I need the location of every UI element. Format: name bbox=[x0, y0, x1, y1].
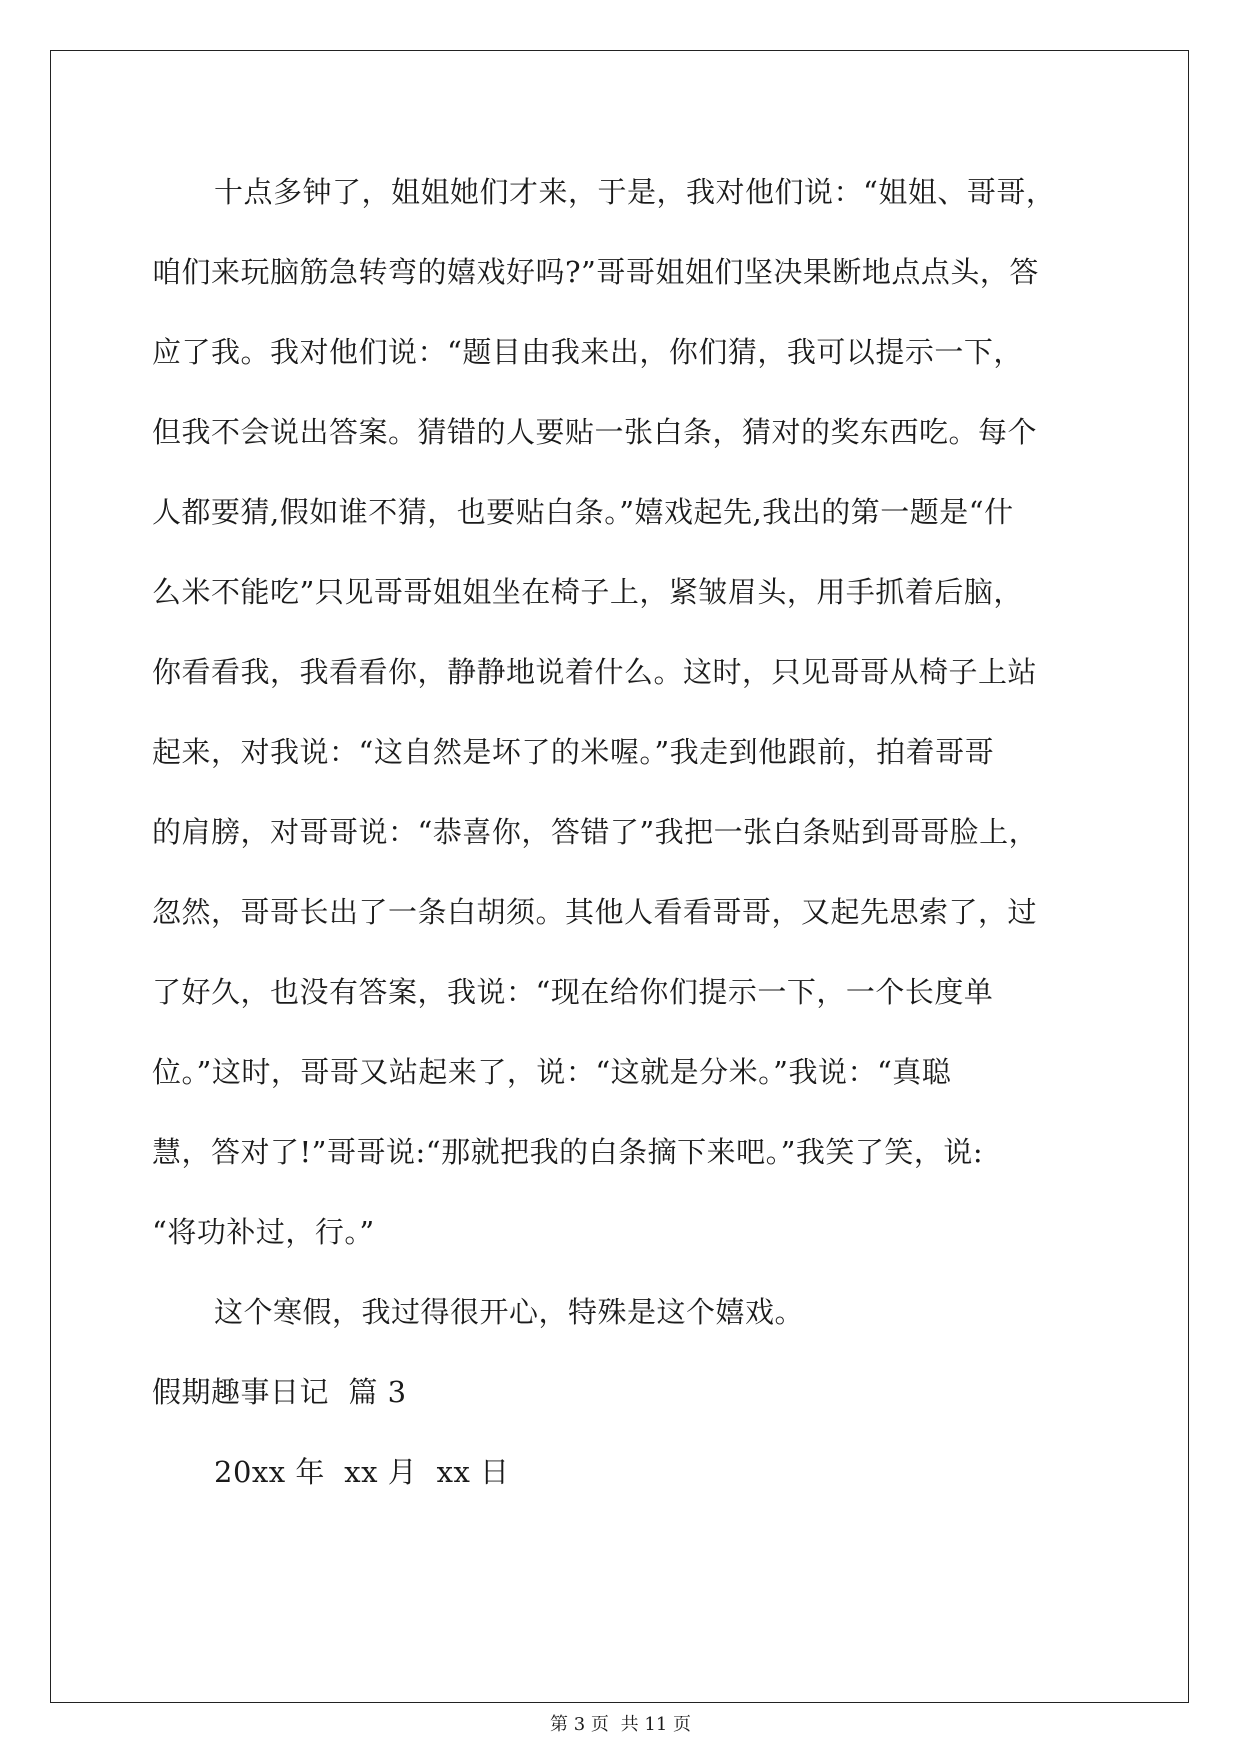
paragraph-line: “将功补过，行。” bbox=[152, 1215, 375, 1249]
paragraph-line: 忽然，哥哥长出了一条白胡须。其他人看看哥哥，又起先思索了，过 bbox=[152, 895, 1038, 929]
paragraph-line: 的肩膀，对哥哥说：“恭喜你，答错了”我把一张白条贴到哥哥脸上， bbox=[152, 815, 1039, 849]
paragraph-line: 咱们来玩脑筋急转弯的嬉戏好吗?”哥哥姐姐们坚决果断地点点头，答 bbox=[152, 255, 1039, 289]
closing-paragraph: 这个寒假，我过得很开心，特殊是这个嬉戏。 bbox=[214, 1295, 805, 1329]
paragraph-line: 人都要猜,假如谁不猜，也要贴白条。”嬉戏起先,我出的第一题是“什 bbox=[152, 495, 1014, 529]
paragraph-line: 位。”这时，哥哥又站起来了，说：“这就是分米。”我说：“真聪 bbox=[152, 1055, 952, 1089]
paragraph-line: 慧，答对了!”哥哥说:“那就把我的白条摘下来吧。”我笑了笑，说: bbox=[152, 1135, 984, 1169]
paragraph-line: 但我不会说出答案。猜错的人要贴一张白条，猜对的奖东西吃。每个 bbox=[152, 415, 1038, 449]
paragraph-line: 应了我。我对他们说：“题目由我来出，你们猜，我可以提示一下， bbox=[152, 335, 1023, 369]
page-number: 第 3 页 bbox=[550, 1714, 609, 1735]
page-total: 共 11 页 bbox=[620, 1714, 691, 1735]
paragraph-line: 么米不能吃”只见哥哥姐姐坐在椅子上，紧皱眉头，用手抓着后脑， bbox=[152, 575, 1023, 609]
paragraph-line: 你看看我，我看看你，静静地说着什么。这时，只见哥哥从椅子上站 bbox=[152, 655, 1038, 689]
page-footer bbox=[0, 1713, 1241, 1737]
section-title: 假期趣事日记 篇 3 bbox=[152, 1375, 407, 1409]
paragraph-line: 十点多钟了，姐姐她们才来，于是，我对他们说：“姐姐、哥哥， bbox=[214, 175, 1056, 209]
paragraph-line: 了好久，也没有答案，我说：“现在给你们提示一下，一个长度单 bbox=[152, 975, 994, 1009]
paragraph-line: 起来，对我说：“这自然是坏了的米喔。”我走到他跟前，拍着哥哥 bbox=[152, 735, 995, 769]
date-line: 20xx 年 xx 月 xx 日 bbox=[214, 1455, 510, 1489]
